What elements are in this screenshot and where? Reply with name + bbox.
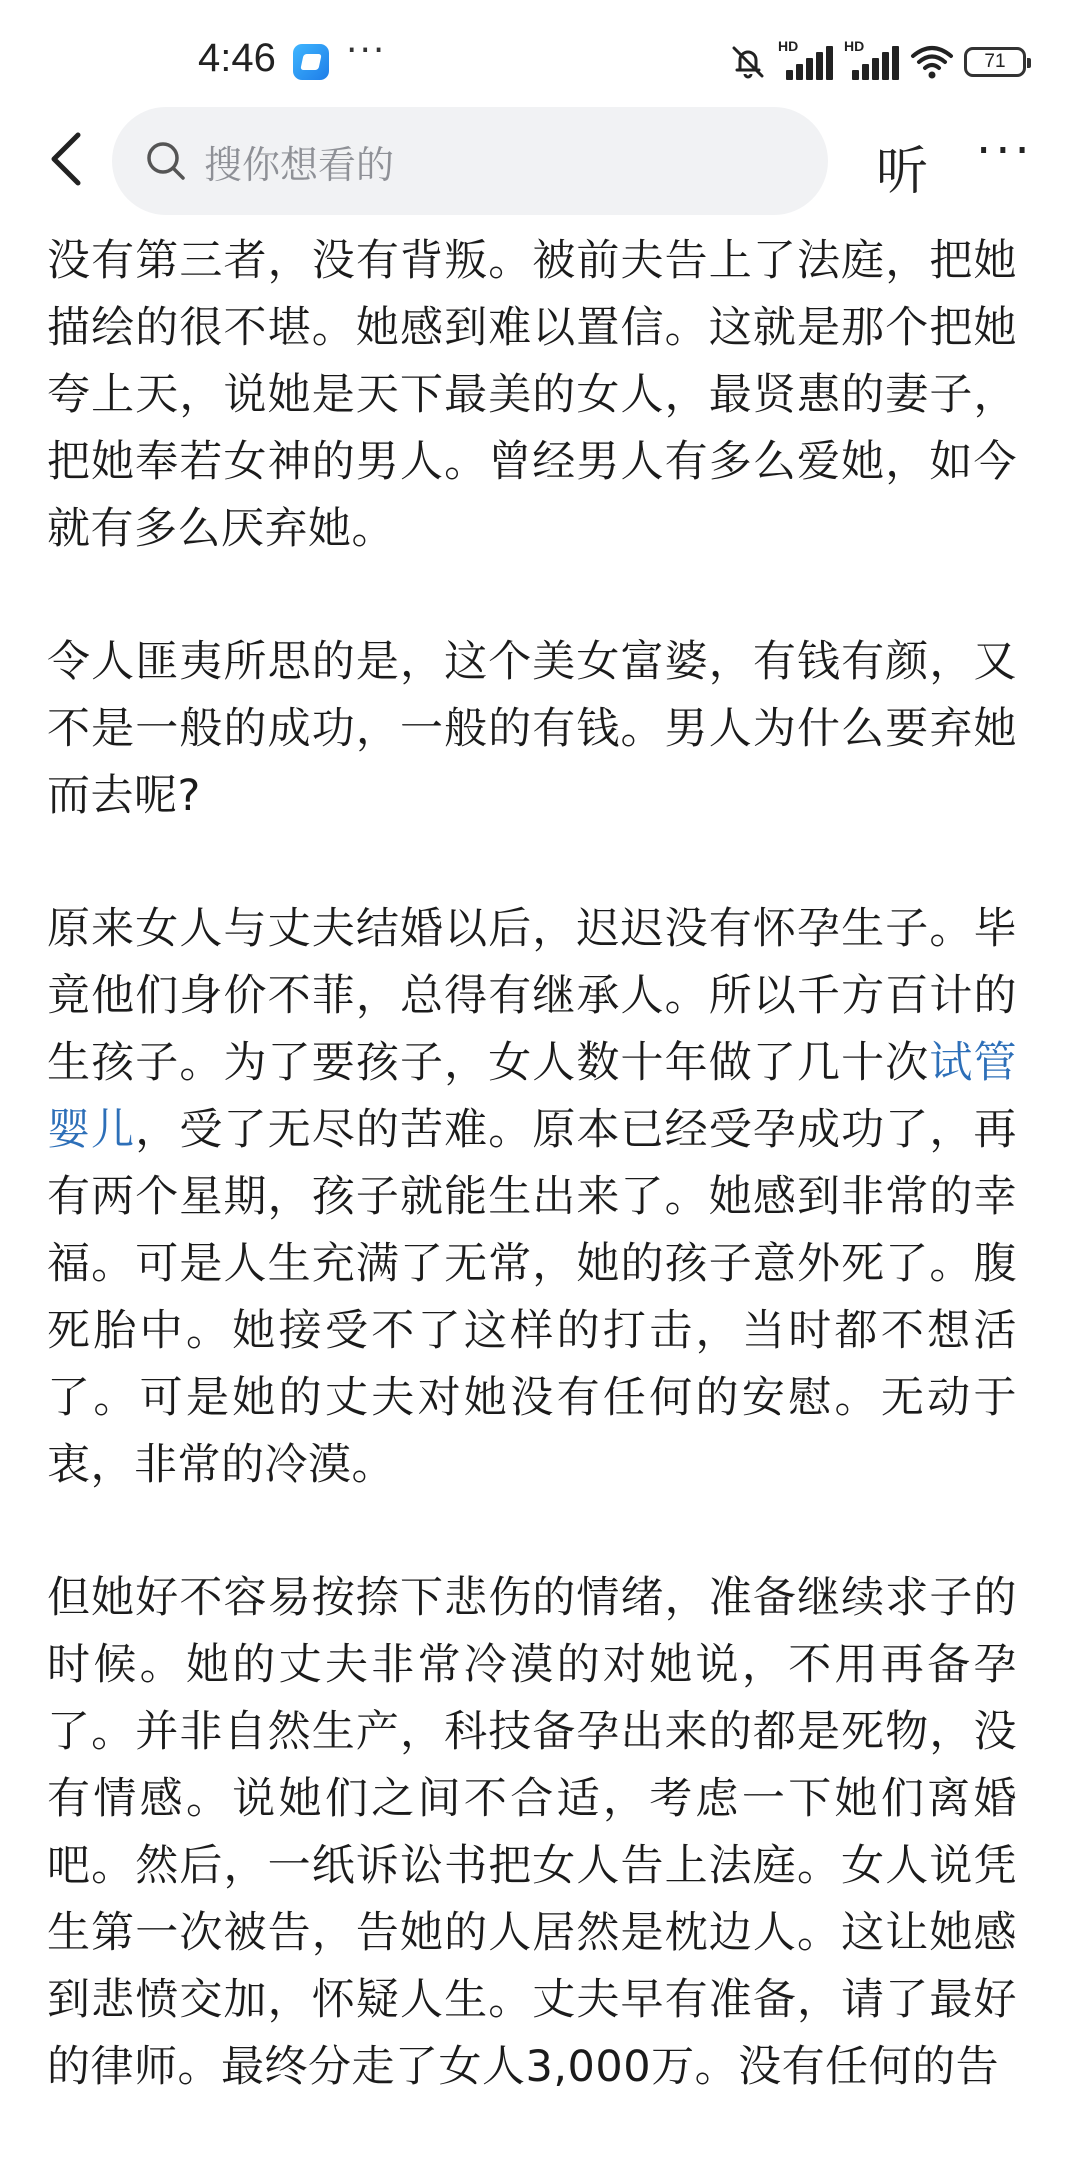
search-icon xyxy=(144,139,188,183)
paragraph-3-text-a: 原来女人与丈夫结婚以后，迟迟没有怀孕生子。毕竟他们身价不菲，总得有继承人。所以千方百计的生孩子。为了要孩子，女人数十年做了几十次 xyxy=(47,904,1017,1088)
status-bar xyxy=(0,0,1080,110)
signal-2-hd-label: HD xyxy=(844,38,865,54)
app-notification-icon xyxy=(293,44,329,80)
search-placeholder: 搜你想看的 xyxy=(204,142,395,187)
paragraph-3-text-b: ，受了无尽的苦难。原本已经受孕成功了，再有两个星期，孩子就能生出来了。她感到非常的幸福。可是人生充满了无常，她的孩子意外死了。腹死胎中。她接受不了这样的打击，当时都不想活了。可是她的丈夫对她没有任何的安慰。无动于衷，非常的冷漠。 xyxy=(47,1105,1018,1490)
status-time: 4:46 xyxy=(198,36,276,80)
article-paragraph-3 xyxy=(47,896,1017,1499)
back-button[interactable] xyxy=(38,127,102,191)
article-paragraph-2: 令人匪夷所思的是，这个美女富婆，有钱有颜，又不是一般的成功，一般的有钱。男人为什么要弃她而去呢? xyxy=(47,637,1017,821)
wifi-icon xyxy=(910,44,954,80)
battery-level: 71 xyxy=(984,51,1006,72)
status-icons xyxy=(728,40,1026,84)
ivf-keyword-link[interactable]: 试管婴儿 xyxy=(47,1038,1018,1155)
status-more-icon: ··· xyxy=(346,30,387,71)
top-bar xyxy=(0,105,1080,217)
article-paragraph-1: 没有第三者，没有背叛。被前夫告上了法庭，把她描绘的很不堪。她感到难以置信。这就是那个把她夸上天，说她是天下最美的女人，最贤惠的妻子，把她奉若女神的男人。曾经男人有多么爱她，如今就有多么厌弃她。 xyxy=(47,236,1017,554)
signal-2-icon xyxy=(844,38,900,82)
battery-icon xyxy=(964,47,1026,77)
more-options-button[interactable]: ··· xyxy=(976,123,1034,179)
back-arrow-icon xyxy=(38,127,102,191)
signal-1-icon xyxy=(778,38,834,82)
article-body xyxy=(47,228,1017,2167)
article-paragraph-4: 但她好不容易按捺下悲伤的情绪，准备继续求子的时候。她的丈夫非常冷漠的对她说，不用再备孕了。并非自然生产，科技备孕出来的都是死物，没有情感。说她们之间不合适，考虑一下她们离婚吧。然后，一纸诉讼书把女人告上法庭。女人说凭生第一次被告，告她的人居然是枕边人。这让她感到悲愤交加，怀疑人生。丈夫早有准备，请了最好的律师。最终分走了女人3,000万。没有任何的告 xyxy=(47,1573,1017,2092)
signal-1-hd-label: HD xyxy=(778,38,799,54)
listen-button[interactable]: 听 xyxy=(876,142,929,202)
search-input[interactable] xyxy=(112,107,828,215)
mute-bell-icon xyxy=(728,42,768,82)
